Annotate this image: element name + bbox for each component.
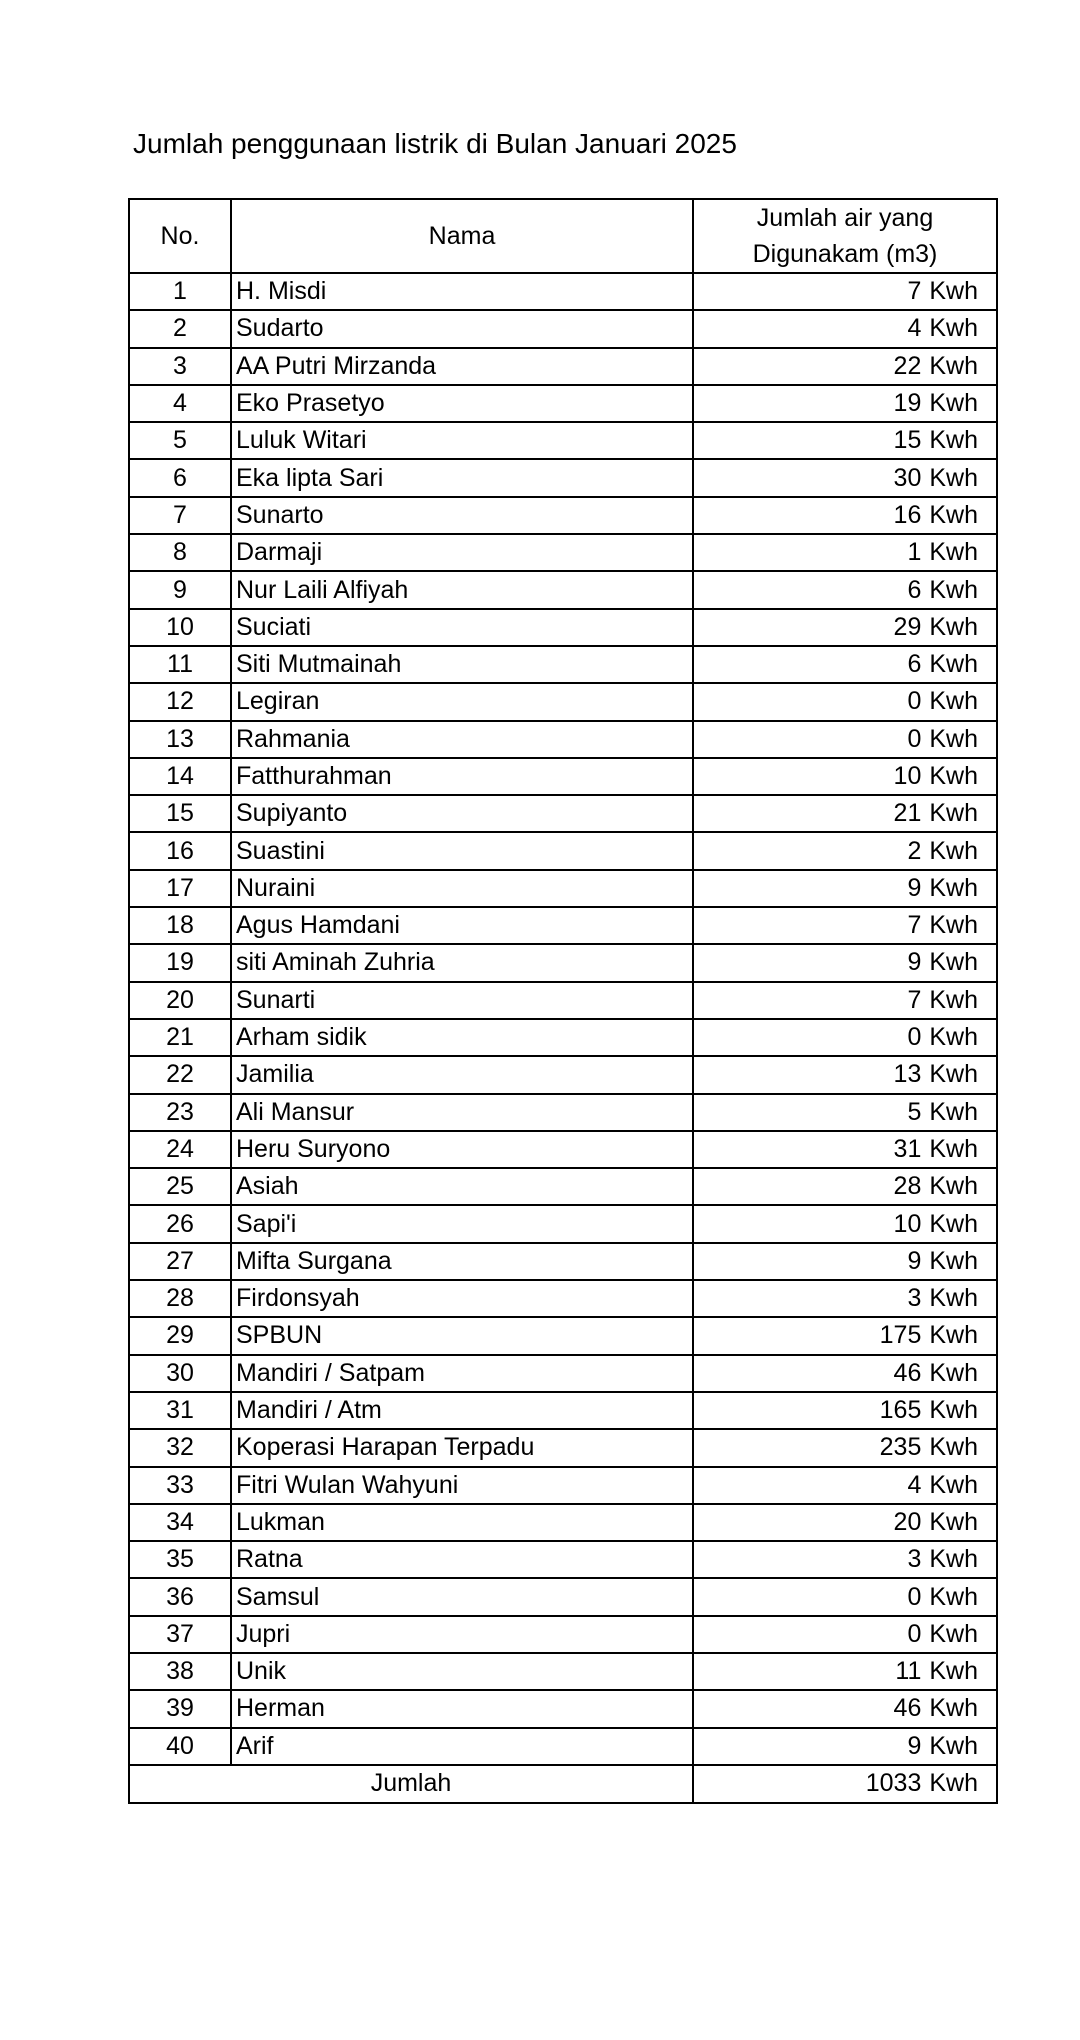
table-row [129,1317,997,1354]
row-amount [693,273,997,310]
row-unit: Kwh [929,1433,978,1462]
row-value: 9 [907,873,922,902]
row-amount [693,721,997,758]
row-name: Samsul [231,1578,693,1615]
row-name: Sudarto [231,310,693,347]
row-unit: Kwh [929,1358,978,1387]
row-value: 16 [893,500,922,529]
row-unit: Kwh [929,687,978,716]
row-unit: Kwh [929,575,978,604]
row-number: 8 [129,534,231,571]
table-row [129,1392,997,1429]
row-number: 24 [129,1131,231,1168]
row-value: 22 [893,351,922,380]
row-amount [693,1094,997,1131]
row-unit: Kwh [929,985,978,1014]
row-number: 32 [129,1429,231,1466]
row-unit: Kwh [929,426,978,455]
row-unit: Kwh [929,351,978,380]
row-value: 0 [907,1582,922,1611]
row-name: Sapi'i [231,1205,693,1242]
row-unit: Kwh [929,538,978,567]
table-header-row [129,199,997,273]
row-name: Asiah [231,1168,693,1205]
row-value: 0 [907,687,922,716]
row-number: 11 [129,646,231,683]
row-name: Mandiri / Satpam [231,1355,693,1392]
row-unit: Kwh [929,836,978,865]
row-number: 40 [129,1728,231,1765]
row-unit: Kwh [929,799,978,828]
row-name: H. Misdi [231,273,693,310]
header-no: No. [129,199,231,273]
row-number: 17 [129,870,231,907]
header-amount-line1: Jumlah air yang [756,204,934,232]
row-name: Arif [231,1728,693,1765]
table-row [129,721,997,758]
table-row [129,1019,997,1056]
row-number: 35 [129,1541,231,1578]
page-title: Jumlah penggunaan listrik di Bulan Januari 2025 [133,128,737,159]
row-name: Nur Laili Alfiyah [231,571,693,608]
row-number: 26 [129,1205,231,1242]
table-row [129,1168,997,1205]
row-name: Suciati [231,609,693,646]
row-value: 9 [907,948,922,977]
row-unit: Kwh [929,1582,978,1611]
row-value: 175 [879,1321,922,1350]
table-row [129,422,997,459]
row-number: 29 [129,1317,231,1354]
row-name: Koperasi Harapan Terpadu [231,1429,693,1466]
row-number: 36 [129,1578,231,1615]
row-name: Supiyanto [231,795,693,832]
row-amount [693,907,997,944]
table-row [129,534,997,571]
row-value: 11 [895,1657,922,1686]
row-amount [693,1429,997,1466]
row-name: Jamilia [231,1056,693,1093]
row-amount [693,683,997,720]
header-amount [693,199,997,273]
row-value: 4 [907,314,922,343]
row-unit: Kwh [929,948,978,977]
table-row [129,832,997,869]
row-unit: Kwh [929,277,978,306]
row-value: 10 [893,762,922,790]
header-amount-line2: Digunakam (m3) [752,240,938,268]
row-number: 9 [129,571,231,608]
row-number: 25 [129,1168,231,1205]
row-value: 19 [893,389,922,418]
row-value: 1 [907,538,922,567]
row-unit: Kwh [929,1209,978,1238]
table-row [129,1094,997,1131]
row-unit: Kwh [929,1657,978,1686]
row-name: Sunarto [231,497,693,534]
row-number: 3 [129,348,231,385]
table-row [129,459,997,496]
row-amount [693,982,997,1019]
table-row [129,1243,997,1280]
table-row [129,1131,997,1168]
row-number: 1 [129,273,231,310]
row-unit: Kwh [929,1731,978,1760]
table-row [129,1056,997,1093]
table-row [129,646,997,683]
row-unit: Kwh [929,1060,978,1089]
row-amount [693,422,997,459]
table-row [129,1504,997,1541]
table-row [129,944,997,981]
row-name: Nuraini [231,870,693,907]
row-number: 20 [129,982,231,1019]
row-name: Rahmania [231,721,693,758]
table-row [129,795,997,832]
row-name: Darmaji [231,534,693,571]
row-unit: Kwh [929,1134,978,1163]
row-unit: Kwh [929,1396,978,1425]
table-row [129,1690,997,1727]
row-name: Luluk Witari [231,422,693,459]
row-number: 5 [129,422,231,459]
row-number: 4 [129,385,231,422]
row-amount [693,348,997,385]
row-amount [693,1205,997,1242]
table-row [129,982,997,1019]
row-amount [693,1690,997,1727]
row-amount [693,870,997,907]
row-number: 16 [129,832,231,869]
table-row [129,1728,997,1765]
total-amount [693,1765,997,1803]
row-amount [693,534,997,571]
row-number: 22 [129,1056,231,1093]
row-value: 0 [907,1023,922,1052]
table-row [129,1467,997,1504]
row-amount [693,1355,997,1392]
row-value: 6 [907,575,922,604]
row-value: 0 [907,724,922,753]
total-row [129,1765,997,1803]
row-unit: Kwh [929,1023,978,1052]
row-name: Unik [231,1653,693,1690]
row-amount [693,1280,997,1317]
row-unit: Kwh [929,500,978,529]
row-value: 21 [893,799,922,828]
row-amount [693,1578,997,1615]
usage-table [128,198,998,1804]
table-row [129,497,997,534]
row-amount [693,1541,997,1578]
row-unit: Kwh [929,1172,978,1201]
row-value: 5 [907,1097,922,1126]
row-unit: Kwh [929,1097,978,1126]
row-value: 7 [907,985,922,1014]
row-name: Heru Suryono [231,1131,693,1168]
row-value: 7 [907,911,922,940]
total-value: 1033 [865,1769,922,1798]
row-unit: Kwh [929,650,978,679]
row-amount [693,758,997,795]
row-name: Mifta Surgana [231,1243,693,1280]
row-name: Mandiri / Atm [231,1392,693,1429]
row-amount [693,459,997,496]
row-number: 18 [129,907,231,944]
row-unit: Kwh [929,389,978,418]
row-unit: Kwh [929,1246,978,1275]
row-unit: Kwh [929,911,978,940]
row-value: 6 [907,650,922,679]
table-row [129,1541,997,1578]
row-amount [693,795,997,832]
row-amount [693,571,997,608]
row-unit: Kwh [929,1284,978,1313]
row-amount [693,1243,997,1280]
row-amount [693,1616,997,1653]
row-number: 6 [129,459,231,496]
header-name: Nama [231,199,693,273]
row-name: Ratna [231,1541,693,1578]
row-unit: Kwh [929,314,978,343]
row-unit: Kwh [929,1321,978,1350]
row-number: 2 [129,310,231,347]
row-unit: Kwh [929,1619,978,1648]
row-unit: Kwh [929,873,978,902]
row-number: 39 [129,1690,231,1727]
row-value: 165 [879,1396,922,1425]
row-value: 9 [907,1246,922,1275]
table-row [129,907,997,944]
row-name: Fatthurahman [231,758,693,795]
row-name: Eka lipta Sari [231,459,693,496]
table-row [129,683,997,720]
row-amount [693,1392,997,1429]
table-row [129,1578,997,1615]
total-unit: Kwh [929,1769,978,1798]
row-unit: Kwh [929,762,978,790]
row-value: 7 [907,277,922,306]
row-unit: Kwh [929,1507,978,1536]
row-name: Eko Prasetyo [231,385,693,422]
row-name: Arham sidik [231,1019,693,1056]
row-number: 14 [129,758,231,795]
row-name: Agus Hamdani [231,907,693,944]
row-name: Fitri Wulan Wahyuni [231,1467,693,1504]
row-value: 13 [893,1060,922,1089]
row-value: 46 [893,1358,922,1387]
table-row [129,571,997,608]
row-amount [693,1056,997,1093]
row-amount [693,497,997,534]
row-number: 34 [129,1504,231,1541]
row-name: Firdonsyah [231,1280,693,1317]
table-row [129,870,997,907]
row-name: SPBUN [231,1317,693,1354]
row-amount [693,1317,997,1354]
row-amount [693,1504,997,1541]
row-amount [693,1168,997,1205]
row-number: 28 [129,1280,231,1317]
row-name: Herman [231,1690,693,1727]
row-amount [693,385,997,422]
row-number: 7 [129,497,231,534]
row-number: 13 [129,721,231,758]
row-number: 10 [129,609,231,646]
row-number: 15 [129,795,231,832]
row-number: 37 [129,1616,231,1653]
row-value: 15 [893,426,922,455]
row-amount [693,646,997,683]
row-name: Siti Mutmainah [231,646,693,683]
row-unit: Kwh [929,612,978,641]
row-value: 3 [907,1545,922,1574]
table-row [129,758,997,795]
table-row [129,1616,997,1653]
row-value: 28 [893,1172,922,1201]
row-name: Legiran [231,683,693,720]
row-value: 0 [907,1619,922,1648]
row-number: 33 [129,1467,231,1504]
row-name: Lukman [231,1504,693,1541]
table-row [129,1653,997,1690]
row-amount [693,832,997,869]
row-amount [693,1728,997,1765]
row-unit: Kwh [929,1694,978,1723]
row-amount [693,1467,997,1504]
table-row [129,273,997,310]
row-number: 21 [129,1019,231,1056]
table-row [129,1429,997,1466]
row-value: 4 [907,1470,922,1499]
row-value: 10 [893,1209,922,1238]
table-row [129,1280,997,1317]
row-name: Jupri [231,1616,693,1653]
row-value: 20 [893,1507,922,1536]
row-value: 235 [879,1433,922,1462]
row-unit: Kwh [929,724,978,753]
row-number: 23 [129,1094,231,1131]
table-body [129,273,997,1765]
row-number: 38 [129,1653,231,1690]
row-number: 30 [129,1355,231,1392]
row-value: 46 [893,1694,922,1723]
row-name: Ali Mansur [231,1094,693,1131]
row-value: 29 [893,612,922,641]
row-number: 19 [129,944,231,981]
row-name: Sunarti [231,982,693,1019]
row-number: 31 [129,1392,231,1429]
row-unit: Kwh [929,1470,978,1499]
row-name: Suastini [231,832,693,869]
row-number: 12 [129,683,231,720]
row-unit: Kwh [929,463,978,492]
table-row [129,348,997,385]
row-value: 30 [893,463,922,492]
row-amount [693,609,997,646]
total-label: Jumlah [129,1765,693,1803]
row-value: 31 [893,1134,922,1163]
row-amount [693,944,997,981]
row-amount [693,1653,997,1690]
table-row [129,1355,997,1392]
table-row [129,609,997,646]
table-row [129,310,997,347]
row-name: AA Putri Mirzanda [231,348,693,385]
row-amount [693,1131,997,1168]
table-row [129,1205,997,1242]
row-name: siti Aminah Zuhria [231,944,693,981]
table-row [129,385,997,422]
row-amount [693,310,997,347]
row-value: 9 [907,1731,922,1760]
row-number: 27 [129,1243,231,1280]
row-value: 3 [907,1284,922,1313]
row-amount [693,1019,997,1056]
row-unit: Kwh [929,1545,978,1574]
row-value: 2 [907,836,922,865]
